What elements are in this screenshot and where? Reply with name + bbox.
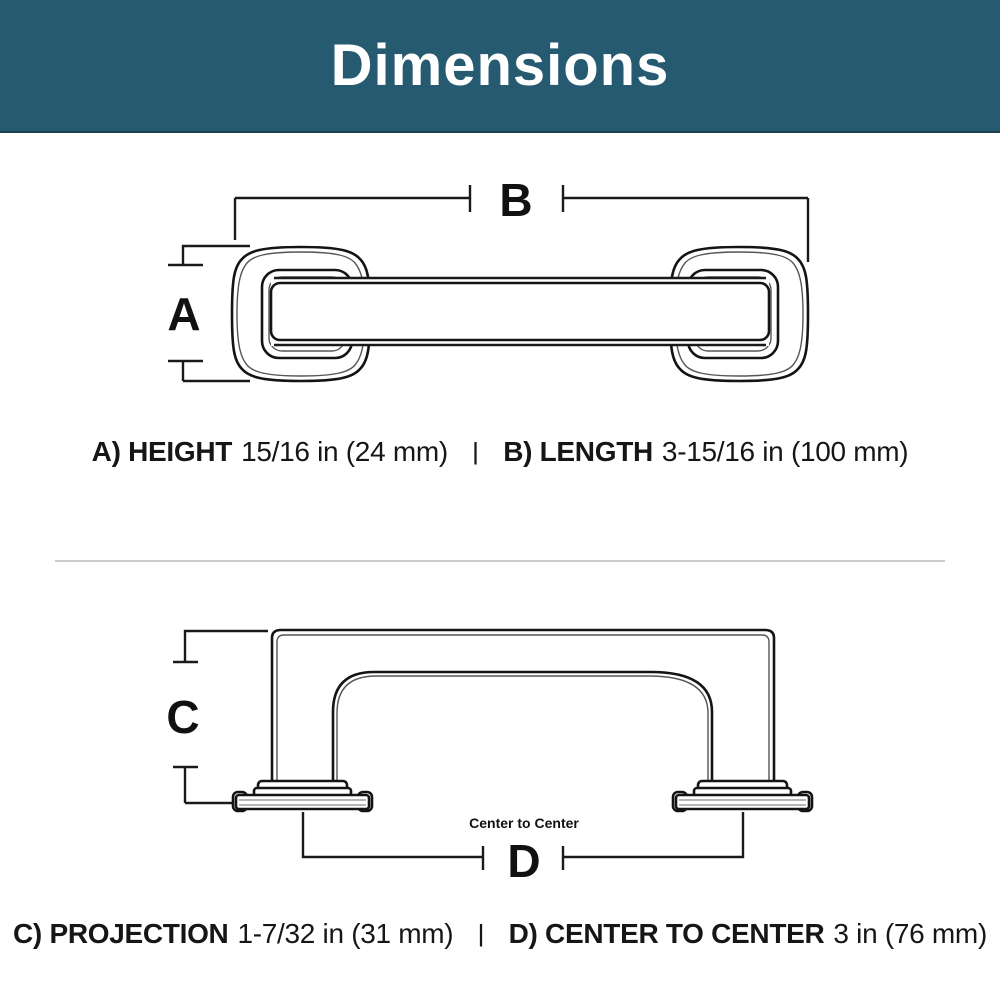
pull-side-right-base	[673, 781, 812, 811]
spec-b-label: B) LENGTH	[503, 436, 653, 467]
dim-label-c: C	[166, 691, 200, 743]
pull-side-left-base	[233, 781, 372, 811]
spec-separator: |	[471, 438, 480, 465]
dimension-line-d	[303, 812, 743, 887]
spec-c-value: 1-7/32 in (31 mm)	[237, 918, 454, 949]
spec-a-value: 15/16 in (24 mm)	[241, 436, 448, 467]
center-to-center-note: Center to Center	[469, 815, 579, 831]
spec-a-label: A) HEIGHT	[91, 436, 233, 467]
dim-label-b: B	[499, 174, 533, 226]
page-title: Dimensions	[330, 33, 670, 98]
spec-d-value: 3 in (76 mm)	[833, 918, 987, 949]
header-banner	[0, 0, 1000, 133]
dim-label-d: D	[507, 835, 541, 887]
pull-front-view	[232, 247, 808, 381]
spec-c-label: C) PROJECTION	[13, 918, 229, 949]
side-view-diagram	[0, 610, 1000, 900]
front-view-diagram	[0, 160, 1000, 410]
dim-label-a: A	[167, 288, 201, 340]
pull-front-bar	[271, 277, 769, 346]
spec-line-cd	[0, 917, 1000, 951]
dimension-line-c	[166, 631, 268, 803]
pull-side-view	[272, 630, 774, 781]
spec-line-ab	[0, 435, 1000, 469]
spec-d-label: D) CENTER TO CENTER	[508, 918, 825, 949]
spec-b-value: 3-15/16 in (100 mm)	[661, 436, 909, 467]
spec-separator: |	[477, 920, 485, 947]
section-divider	[55, 560, 945, 562]
